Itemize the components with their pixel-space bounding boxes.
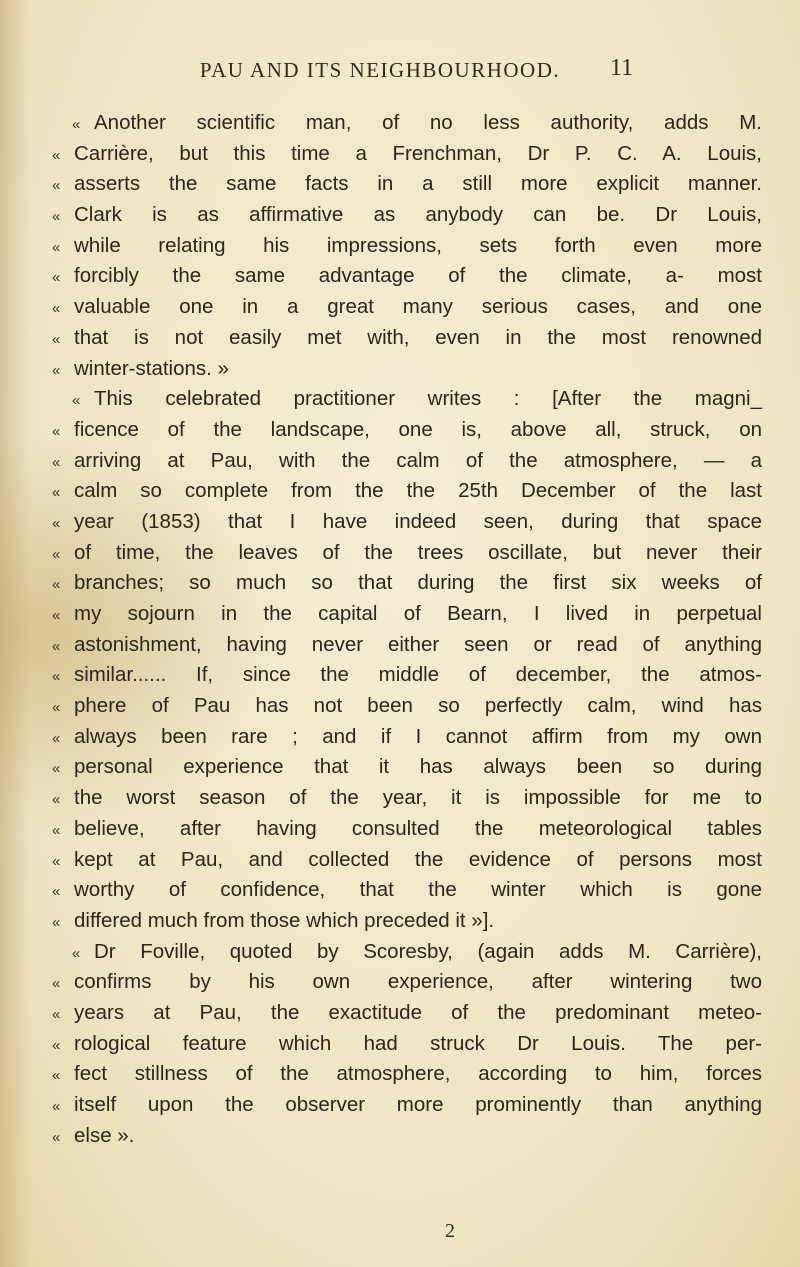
text-line — [52, 1032, 762, 1063]
line-text: phere of Pau has not been so perfectly calm, wind has — [74, 694, 762, 718]
text-line — [52, 1093, 762, 1124]
line-text: that is not easily met with, even in the most renowned — [74, 325, 762, 349]
text-line — [52, 111, 762, 142]
text-line — [52, 755, 762, 786]
text-line — [52, 1124, 762, 1155]
line-text: calm so complete from the the 25th December of the last — [74, 479, 762, 503]
quote-mark: « — [72, 392, 81, 410]
line-text: Clark is as affirmative as anybody can be. Dr Louis, — [74, 203, 762, 227]
line-text: Another scientific man, of no less authority, adds M. — [94, 111, 762, 134]
line-text: of time, the leaves of the trees oscillate, but never their — [74, 540, 762, 564]
text-line — [52, 725, 762, 756]
line-text: personal experience that it has always been so during — [74, 755, 762, 779]
text-line — [52, 172, 762, 203]
quote-mark: « — [72, 944, 81, 962]
quote-mark: « — [52, 300, 61, 318]
quote-mark: « — [52, 177, 61, 195]
text-line — [52, 909, 762, 940]
running-title: PAU AND ITS NEIGHBOURHOOD. — [199, 58, 561, 82]
quote-mark: « — [52, 975, 61, 993]
quote-mark: « — [52, 330, 61, 348]
text-line — [52, 1062, 762, 1093]
line-text: similar...... If, since the middle of december, the atmos- — [74, 663, 762, 687]
line-text: worthy of confidence, that the winter which is gone — [74, 878, 762, 902]
signature-mark: 2 — [445, 1220, 455, 1242]
quote-mark: « — [52, 699, 61, 717]
line-text: Carrière, but this time a Frenchman, Dr P. C. A. Louis, — [74, 141, 762, 165]
line-text: forcibly the same advantage of the climate, a- most — [74, 264, 762, 288]
line-text: believe, after having consulted the meteorological tables — [74, 816, 762, 840]
line-text: asserts the same facts in a still more explicit manner. — [74, 172, 762, 196]
text-line — [52, 326, 762, 357]
page-number: 11 — [610, 55, 634, 81]
text-line — [52, 633, 762, 664]
quote-mark: « — [52, 729, 61, 747]
line-text: winter-stations. » — [74, 356, 229, 380]
quote-mark: « — [52, 514, 61, 532]
line-text: Dr Foville, quoted by Scoresby, (again adds M. Carrière), — [94, 939, 762, 963]
quote-mark: « — [52, 1005, 61, 1023]
quote-mark: « — [52, 760, 61, 778]
quote-mark: « — [52, 146, 61, 164]
line-text: confirms by his own experience, after wintering two — [74, 970, 762, 994]
line-text: differed much from those which preceded it »]. — [74, 908, 495, 932]
line-text: years at Pau, the exactitude of the predominant meteo- — [74, 1000, 762, 1024]
text-line — [52, 449, 762, 480]
text-line — [52, 541, 762, 572]
quote-mark: « — [52, 545, 61, 563]
text-line — [52, 479, 762, 510]
line-text: branches; so much so that during the first six weeks of — [74, 571, 762, 595]
quote-mark: « — [52, 852, 61, 870]
text-line — [52, 234, 762, 265]
quote-mark: « — [52, 913, 61, 931]
quote-mark: « — [52, 1128, 61, 1146]
line-text: This celebrated practitioner writes : [After the magni_ — [94, 387, 762, 411]
quote-mark: « — [52, 422, 61, 440]
line-text: ficence of the landscape, one is, above all, struck, on — [74, 417, 762, 441]
quote-mark: « — [52, 1067, 61, 1085]
text-line — [52, 1001, 762, 1032]
quote-mark: « — [52, 361, 61, 379]
text-line — [52, 817, 762, 848]
line-text: astonishment, having never either seen or read of anything — [74, 632, 762, 656]
quote-mark: « — [72, 116, 81, 133]
quote-mark: « — [52, 208, 61, 226]
quote-mark: « — [52, 883, 61, 901]
text-line — [52, 295, 762, 326]
line-text: rological feature which had struck Dr Louis. The per- — [74, 1031, 762, 1055]
line-text: valuable one in a great many serious cases, and one — [74, 295, 762, 319]
quote-mark: « — [52, 637, 61, 655]
line-text: always been rare ; and if I cannot affirm from my own — [74, 724, 762, 748]
text-line — [52, 970, 762, 1001]
line-text: my sojourn in the capital of Bearn, I lived in perpetual — [74, 602, 762, 625]
text-line — [52, 203, 762, 234]
text-line — [52, 663, 762, 694]
running-head — [0, 58, 800, 83]
line-text: else ». — [74, 1123, 135, 1147]
text-line — [52, 848, 762, 879]
quote-mark: « — [52, 607, 61, 624]
line-text: fect stillness of the atmosphere, according to him, forces — [74, 1062, 762, 1086]
text-line — [52, 264, 762, 295]
text-line — [52, 510, 762, 541]
quote-mark: « — [52, 453, 61, 471]
body-text — [52, 111, 762, 1154]
quote-mark: « — [52, 238, 61, 256]
quote-mark: « — [52, 484, 61, 502]
line-text: kept at Pau, and collected the evidence of persons most — [74, 847, 762, 871]
text-line — [52, 357, 762, 388]
line-text: the worst season of the year, it is impossible for me to — [74, 786, 762, 810]
quote-mark: « — [52, 821, 61, 839]
text-line — [52, 786, 762, 817]
quote-mark: « — [52, 791, 61, 809]
text-line — [52, 387, 762, 418]
page-gutter-shadow — [0, 0, 30, 1267]
line-text: while relating his impressions, sets forth even more — [74, 233, 762, 257]
text-line — [52, 878, 762, 909]
text-line — [52, 571, 762, 602]
quote-mark: « — [52, 576, 61, 594]
text-line — [52, 940, 762, 971]
text-line — [52, 694, 762, 725]
quote-mark: « — [52, 668, 61, 686]
line-text: itself upon the observer more prominently than anything — [74, 1093, 762, 1116]
quote-mark: « — [52, 269, 61, 287]
line-text: year (1853) that I have indeed seen, during that space — [74, 509, 762, 533]
line-text: arriving at Pau, with the calm of the atmosphere, — a — [74, 448, 762, 472]
text-line — [52, 418, 762, 449]
quote-mark: « — [52, 1036, 61, 1054]
text-line — [52, 142, 762, 173]
quote-mark: « — [52, 1098, 61, 1115]
text-line — [52, 602, 762, 633]
